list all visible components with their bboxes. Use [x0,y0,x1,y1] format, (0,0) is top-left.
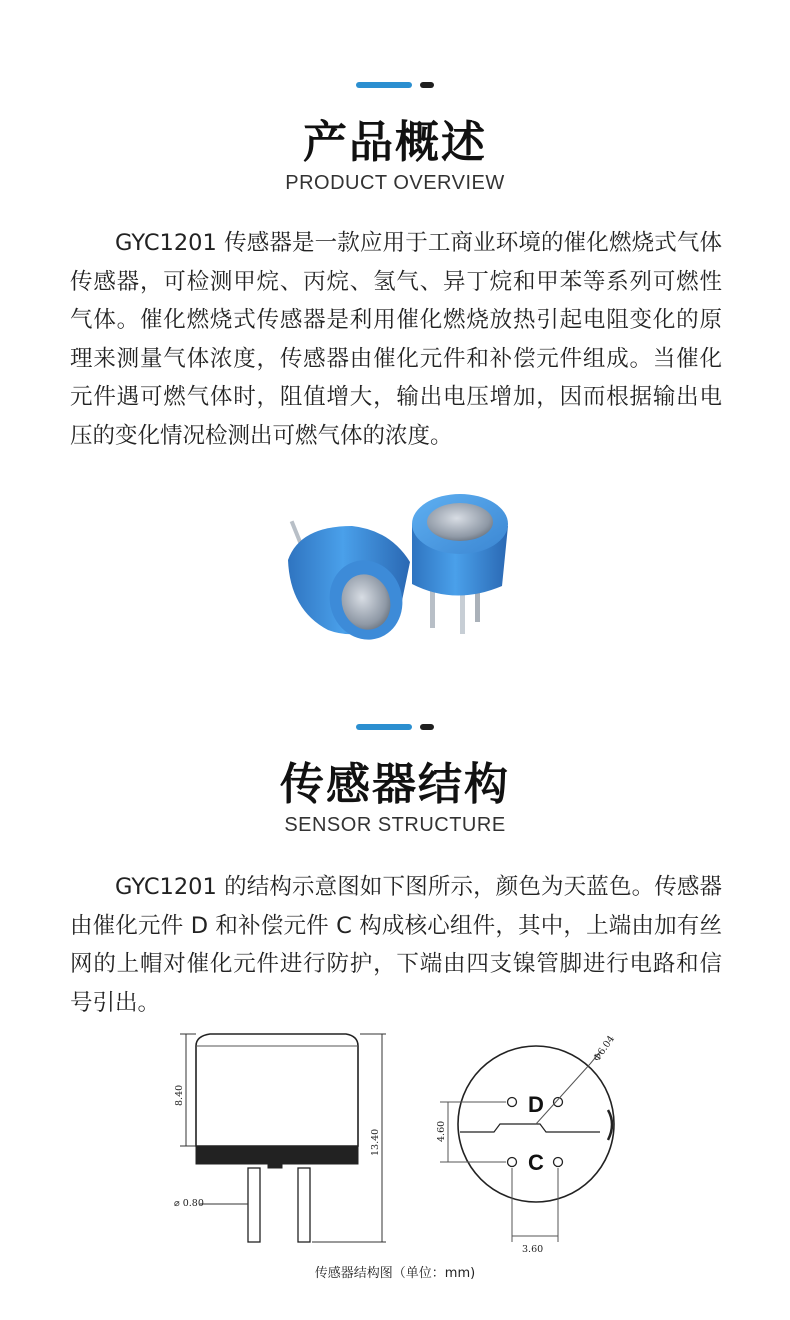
dim-height-cap: 8.40 [174,1084,185,1106]
structure-diagram [160,1028,630,1268]
structure-title: 传感器结构 [280,759,510,810]
decoration-bar-blue [356,82,412,88]
structure-subtitle: SENSOR STRUCTURE [284,814,506,836]
dim-pin-horizontal: 3.60 [522,1244,544,1255]
overview-subtitle: PRODUCT OVERVIEW [285,172,505,194]
dim-diameter: Φ6.04 [591,1033,618,1064]
dim-pin-vertical: 4.60 [436,1120,447,1142]
label-c: C [528,1150,544,1175]
overview-title: 产品概述 [303,117,487,168]
decoration-bar-dark [420,82,434,88]
sensor-upright [412,494,508,634]
overview-paragraph: GYC1201 传感器是一款应用于工商业环境的催化燃烧式气体传感器，可检测甲烷、丙烷、氢气、异丁烷和甲苯等系列可燃性气体。催化燃烧式传感器是利用催化燃烧放热引起电阻变化的原理来测量气体浓度，传感器由催化元件和补偿元件组成。当催化元件遇可燃气体时，阻值增大，输出电压增加，因而根据输出电压的变化情况检测出可燃气体的浓度。 [70,230,722,449]
decoration-bar-dark [420,724,434,730]
side-view [180,1034,386,1242]
top-view [440,1046,614,1242]
decoration-bar-blue [356,724,412,730]
dim-pin-diameter: ⌀ 0.80 [174,1198,204,1209]
diagram-caption: 传感器结构图（单位：mm) [314,1266,476,1281]
sensor-product-photo [270,490,530,650]
dim-height-total: 13.40 [370,1128,381,1156]
structure-paragraph: GYC1201 的结构示意图如下图所示，颜色为天蓝色。传感器由催化元件 D 和补偿元件 C 构成核心组件，其中，上端由加有丝网的上帽对催化元件进行防护，下端由四支镍管脚进行电路和信号引出。 [70,874,722,1016]
label-d: D [528,1092,544,1117]
sensor-tilted [288,520,413,649]
